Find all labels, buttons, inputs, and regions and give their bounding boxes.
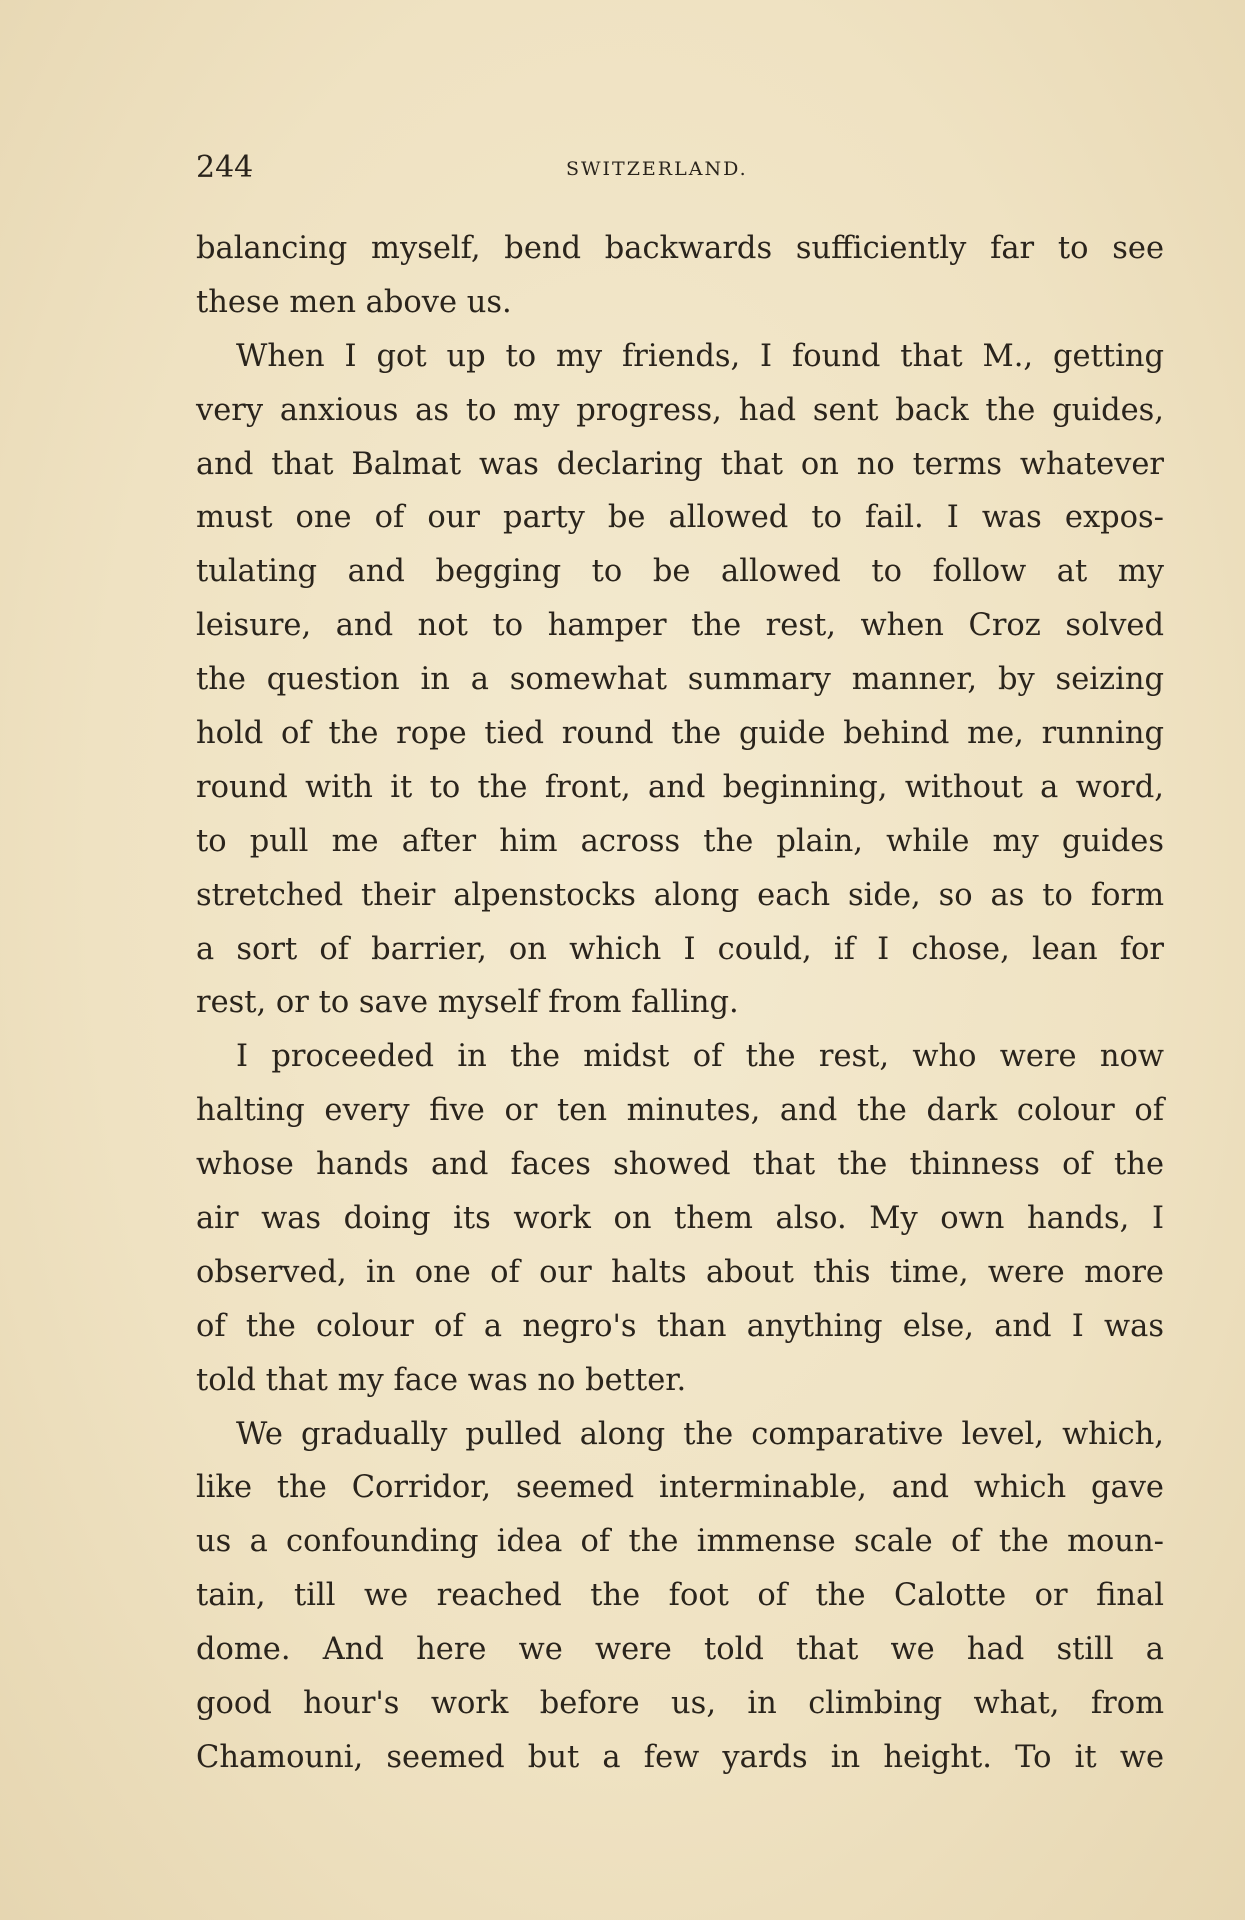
text-line: We gradually pulled along the comparative level, which, xyxy=(236,1416,1164,1452)
text-line: stretched their alpenstocks along each side, so as to form xyxy=(196,877,1164,913)
running-head: SWITZERLAND. xyxy=(566,158,748,180)
body-text xyxy=(196,222,1164,1785)
page-header xyxy=(196,150,1156,196)
text-line: tulating and begging to be allowed to follow at my xyxy=(196,554,1164,590)
text-line: balancing myself, bend backwards sufficiently far to see xyxy=(196,231,1164,266)
text-line: a sort of barrier, on which I could, if I chose, lean for xyxy=(196,931,1164,967)
text-line: whose hands and faces showed that the thinness of the xyxy=(196,1147,1164,1183)
text-line: observed, in one of our halts about this time, were more xyxy=(196,1254,1164,1290)
page-number: 244 xyxy=(196,150,254,185)
text-line: When I got up to my friends, I found that M., getting xyxy=(236,338,1164,374)
text-line: leisure, and not to hamper the rest, when Croz solved xyxy=(196,608,1164,644)
text-line: dome. And here we were told that we had still a xyxy=(196,1632,1164,1668)
text-line: of the colour of a negro's than anything else, and I was xyxy=(196,1308,1164,1344)
text-line: halting every five or ten minutes, and the dark colour of xyxy=(196,1093,1164,1129)
text-line: air was doing its work on them also. My own hands, I xyxy=(196,1201,1164,1237)
text-line: us a confounding idea of the immense scale of the moun- xyxy=(196,1524,1164,1560)
text-line: rest, or to save myself from falling. xyxy=(196,985,739,1021)
text-line: I proceeded in the midst of the rest, who were now xyxy=(236,1039,1164,1075)
text-line: hold of the rope tied round the guide behind me, running xyxy=(196,716,1164,752)
text-line: must one of our party be allowed to fail. I was expos- xyxy=(196,500,1164,536)
text-line: like the Corridor, seemed interminable, and which gave xyxy=(196,1470,1164,1506)
text-line: told that my face was no better. xyxy=(196,1362,687,1398)
text-line: the question in a somewhat summary manner, by seizing xyxy=(196,662,1164,698)
text-line: good hour's work before us, in climbing what, from xyxy=(196,1686,1164,1722)
text-line: very anxious as to my progress, had sent back the guides, xyxy=(196,392,1164,428)
text-line: these men above us. xyxy=(196,284,512,320)
text-line: Chamouni, seemed but a few yards in height. To it we xyxy=(196,1739,1164,1775)
text-line: and that Balmat was declaring that on no terms whatever xyxy=(196,446,1164,482)
text-line: tain, till we reached the foot of the Calotte or final xyxy=(196,1578,1164,1614)
text-line: to pull me after him across the plain, while my guides xyxy=(196,823,1164,859)
text-line: round with it to the front, and beginning, without a word, xyxy=(196,769,1164,805)
